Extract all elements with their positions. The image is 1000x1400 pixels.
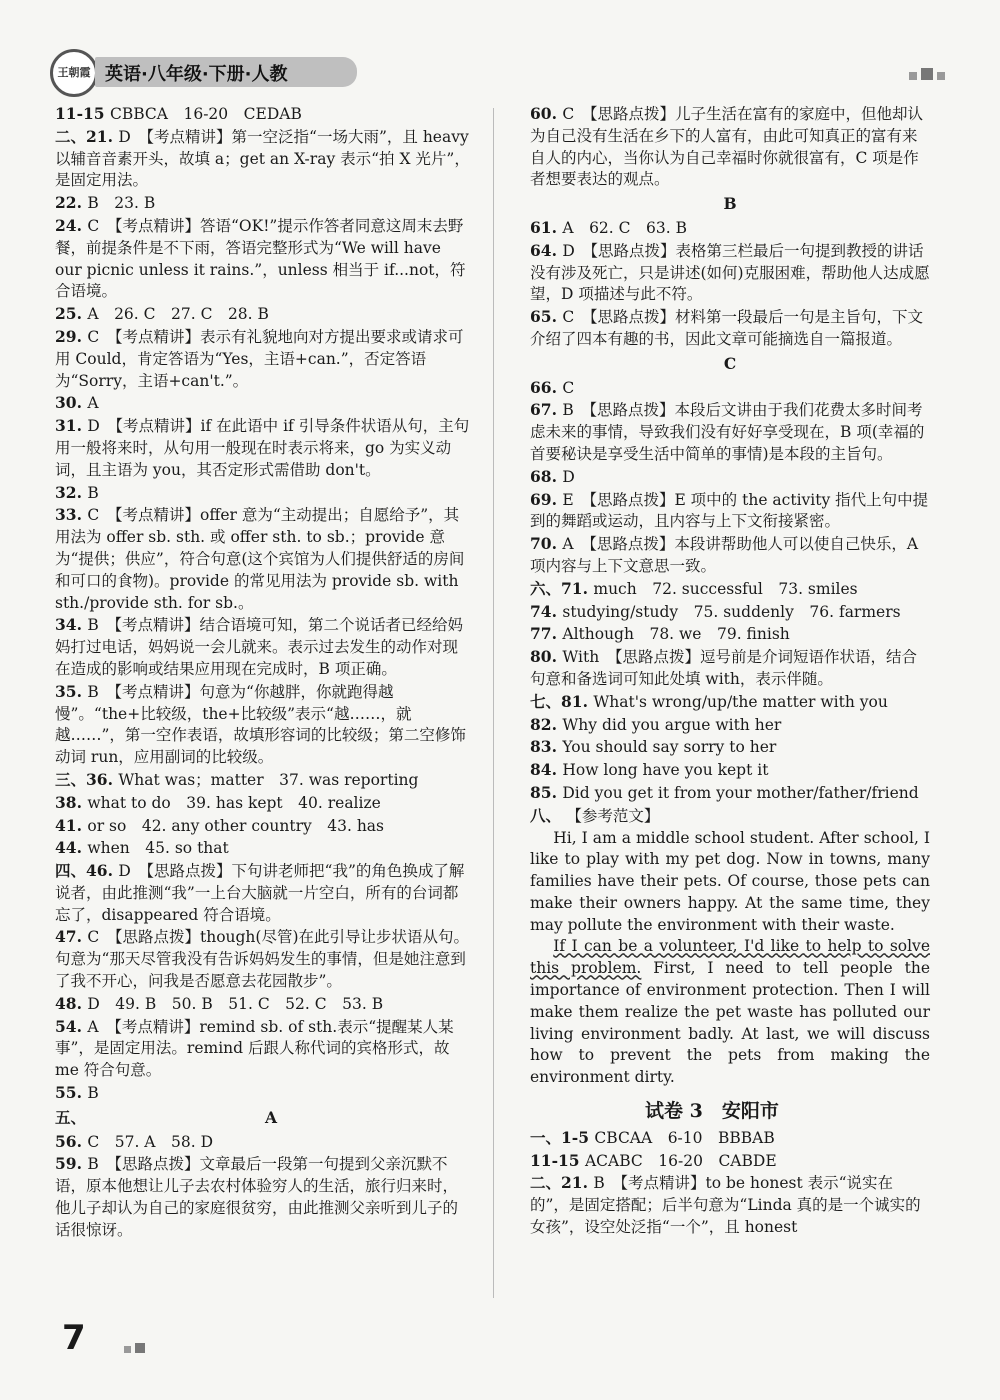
paper-3-title: 试卷 3 安阳市 (645, 1100, 779, 1123)
answer-item (55, 192, 470, 215)
answer-number: 31. (55, 416, 88, 436)
answer-number: 41. (55, 815, 88, 835)
answer-item (530, 805, 930, 828)
header-squares-decoration (905, 65, 945, 84)
section-heading: C (723, 353, 737, 373)
answer-text: 【参考范文】 (566, 806, 660, 825)
answer-item (55, 215, 470, 303)
answer-item (530, 759, 930, 782)
answer-text: How long have you kept it (562, 761, 769, 780)
answer-item (530, 466, 930, 489)
answer-text: A 62. C 63. B (562, 218, 687, 237)
answer-number: 七、81. (530, 691, 594, 711)
answer-item (530, 240, 930, 306)
answer-item (530, 691, 930, 714)
answer-number: 84. (530, 760, 563, 780)
answer-number: 24. (55, 215, 88, 235)
answer-number: 44. (55, 838, 88, 858)
answer-text: E 【思路点拨】E 项中的 the activity 指代上句中提到的舞蹈或运动，且内容与上下文衔接紧密。 (530, 490, 929, 531)
answer-text: much 72. successful 73. smiles (593, 579, 858, 598)
answer-number: 二、21. (55, 126, 119, 146)
answer-item (530, 736, 930, 759)
answer-item (530, 306, 930, 351)
answer-number: 59. (55, 1154, 88, 1174)
answer-text: D 【考点精讲】if 在此语中 if 引导条件状语从句，主句用一般将来时，从句用一般现在时表示将来，go 为实义动词，且主语为 you，其否定形式需借助 don't。 (55, 417, 470, 479)
footer-squares-decoration (120, 1338, 145, 1357)
answer-number: 38. (55, 792, 88, 812)
answer-text: Although 78. we 79. finish (562, 625, 790, 644)
answer-text: C 【考点精讲】offer 意为“主动提出；自愿给予”，其用法为 offer sb. sth. 或 offer sth. to sb.；provide 意为“提供；供应”，符合句意(这个宾馆为人们提供舒适的房间和可口的食物)。provide 的常见用法为 provide sb. with sth./provide sth. for sb.。 (55, 506, 465, 612)
answer-text: ACABC 16-20 CABDE (584, 1151, 777, 1170)
answer-item (55, 614, 470, 680)
answer-item (530, 601, 930, 624)
answer-item (55, 1082, 470, 1105)
answer-number: 六、71. (530, 578, 594, 598)
answer-text: Why did you argue with her (562, 715, 782, 734)
answer-number: 三、36. (55, 769, 119, 789)
answer-text: Did you get it from your mother/father/friend (562, 783, 919, 802)
answer-item (55, 103, 470, 126)
answer-item (55, 860, 470, 926)
answer-text: A 26. C 27. C 28. B (87, 305, 269, 324)
answer-text: B (87, 1084, 99, 1103)
section-label: A (265, 1107, 278, 1127)
answer-number: 64. (530, 240, 563, 260)
answer-number: 65. (530, 307, 563, 327)
book-title: 英语·八年级·下册·人教 (105, 64, 288, 85)
answer-text: B 【考点精讲】结合语境可知，第二个说话者已经给妈妈打过电话，妈妈说一会儿就来。表示过去发生的动作对现在造成的影响或结果应用现在完成时，B 项正确。 (55, 616, 464, 678)
answer-item (530, 782, 930, 805)
answer-text: when 45. so that (87, 839, 229, 858)
answer-item (55, 815, 470, 838)
essay-paragraph-2 (530, 936, 930, 1089)
answer-number: 61. (530, 217, 563, 237)
answer-text: studying/study 75. suddenly 76. farmers (562, 602, 901, 621)
answer-text: What's wrong/up/the matter with you (593, 692, 888, 711)
answer-text: D 【思路点拨】下句讲老师把“我”的角色换成了解说者，由此推测“我”一上台大脑就一片空白，所有的台词都忘了，disappeared 符合语境。 (55, 862, 465, 924)
answer-item (55, 415, 470, 481)
answer-number: 54. (55, 1016, 88, 1036)
answer-number: 35. (55, 681, 88, 701)
answer-text: C 【考点精讲】答语“OK!”提示作答者同意这周末去野餐，前提条件是不下雨，答语完整形式为“We will have our picnic unless it rains.”，unless 相当于 if...not，符合语境。 (55, 216, 466, 301)
answer-item (55, 681, 470, 769)
answer-item (530, 399, 930, 465)
answer-item (55, 326, 470, 392)
answer-number: 68. (530, 466, 563, 486)
answer-item (55, 993, 470, 1016)
answer-item (530, 623, 930, 646)
answer-item (530, 1150, 930, 1173)
essay-paragraph-1: Hi, I am a middle school student. After school, I like to play with my pet dog. Now in towns, many families have their pets. Of course, those pets can make their owners happy. At the same time, they may pollute the environment with their waste. (530, 828, 930, 934)
answer-text: C 【思路点拨】材料第一段最后一句是主旨句，下文介绍了四本有趣的书，因此文章可能摘选自一篇报道。 (530, 308, 923, 348)
answer-number: 22. (55, 193, 88, 213)
answer-item (55, 1016, 470, 1082)
answer-text: D 【考点精讲】第一空泛指“一场大雨”，且 heavy 以辅音音素开头，故填 a；get an X-ray 表示“拍 X 光片”，是固定用法。 (55, 127, 470, 190)
answer-number: 48. (55, 993, 88, 1013)
answer-item (530, 533, 930, 578)
answer-text: B 23. B (87, 194, 156, 213)
answer-number: 74. (530, 601, 563, 621)
answer-text: D 【思路点拨】表格第三栏最后一句提到教授的讲话没有涉及死亡，只是讲述(如何)克服困难，帮助他人达成愿望，D 项描述与此不符。 (530, 241, 930, 304)
answer-number: 一、1-5 (530, 1127, 595, 1147)
answer-item (530, 1172, 930, 1238)
answer-number: 11-15 (530, 1150, 585, 1170)
answer-item (530, 217, 930, 240)
essay-underlined-sentence: If I can be a volunteer, I'd like to help to solve this problem. (530, 937, 930, 978)
answer-text: You should say sorry to her (562, 738, 777, 757)
essay-paragraph-2-rest: First, I need to tell people the importance of environment protection. Then I will make them realize the pet waste has polluted our living environment badly. At last, we will discuss how to prevent the pets from making the environment dirty. (530, 959, 931, 1087)
answer-number: 66. (530, 377, 563, 397)
answer-number: 33. (55, 505, 88, 525)
answer-number: 四、46. (55, 861, 119, 881)
answer-item (55, 769, 470, 792)
answer-number: 82. (530, 714, 563, 734)
answer-text: C (562, 378, 575, 397)
answer-number: 55. (55, 1083, 88, 1103)
answer-text: B 【考点精讲】to be honest 表示“说实在的”，是固定搭配；后半句意为“Linda 真的是一个诚实的女孩”，设空处泛指“一个”，且 honest (530, 1174, 921, 1237)
answer-text: C 【思路点拨】though(尽管)在此引导让步状语从句。句意为“那天尽管我没有告诉妈妈发生的事情，但是她注意到了我不开心，问我是否愿意去花园散步”。 (55, 928, 470, 991)
answer-item (530, 489, 930, 534)
answer-text: B 【思路点拨】本段后文讲由于我们花费太多时间考虑未来的事情，导致我们没有好好享受现在，B 项(幸福的首要秘诀是享受生活中简单的事情)是本段的主旨句。 (530, 401, 925, 463)
answer-text: D 49. B 50. B 51. C 52. C 53. B (87, 994, 384, 1013)
answer-number: 30. (55, 393, 88, 413)
answer-item (530, 1127, 930, 1150)
answer-item (55, 392, 470, 415)
answer-text: or so 42. any other country 43. has (87, 816, 384, 835)
answer-text: B 【思路点拨】文章最后一段第一句提到父亲沉默不语，原本他想让儿子去农村体验穷人的生活，旅行归来时，他儿子却认为自己的家庭很贫穷，由此推测父亲听到儿子的话很惊讶。 (55, 1155, 459, 1239)
answer-text: C 【考点精讲】表示有礼貌地向对方提出要求或请求可用 Could，肯定答语为“Yes，主语+can.”，否定答语为“Sorry，主语+can't.”。 (55, 327, 464, 390)
answer-text: what to do 39. has kept 40. realize (87, 793, 381, 812)
answer-text: D (562, 467, 575, 486)
answer-number: 80. (530, 647, 563, 667)
answer-item (55, 482, 470, 505)
answer-text: What was；matter 37. was reporting (118, 770, 419, 789)
answer-item (530, 103, 930, 191)
page-number: 7 (62, 1318, 86, 1358)
answer-item (530, 578, 930, 601)
left-column (55, 103, 470, 1242)
page-header (45, 45, 965, 105)
answer-number: 11-15 (55, 104, 110, 123)
answer-text: A 【思路点拨】本段讲帮助他人可以使自己快乐，A 项内容与上下文意思一致。 (530, 535, 919, 575)
answer-item (55, 926, 470, 992)
answer-number: 56. (55, 1131, 88, 1151)
answer-number: 29. (55, 326, 88, 346)
answer-text: B 【考点精讲】句意为“你越胖，你就跑得越慢”。“the+比较级，the+比较级”表示“越……，就越……”，第一空作表语，故填形容词的比较级；第二空修饰动词 run，应用副词的比较级。 (55, 682, 466, 767)
answer-item (55, 837, 470, 860)
answer-item (55, 303, 470, 326)
answer-text: C 57. A 58. D (87, 1132, 214, 1151)
model-essay (530, 828, 930, 1090)
answer-number: 69. (530, 489, 563, 509)
answer-item (55, 1131, 470, 1154)
answer-item (530, 377, 930, 400)
answer-text: B (87, 483, 99, 502)
answer-item (55, 1153, 470, 1241)
answer-text: CBCAA 6-10 BBBAB (594, 1128, 775, 1147)
answer-item (55, 126, 470, 192)
answer-text: C 【思路点拨】儿子生活在富有的家庭中，但他却认为自己没有生活在乡下的人富有，由此可知真正的富有来自人的内心，当你认为自己幸福时你就很富有，C 项是作者想要表达的观点。 (530, 105, 923, 189)
answer-number: 八、 (530, 805, 567, 825)
answer-text: A 【考点精讲】remind sb. of sth.表示“提醒某人某事”，是固定用法。remind 后跟人称代词的宾格形式，故 me 符合句意。 (55, 1017, 454, 1080)
answer-number: 77. (530, 624, 563, 644)
answer-number: 83. (530, 737, 563, 757)
section-heading: 五、 A (55, 1107, 278, 1127)
answer-number: 85. (530, 782, 563, 802)
answer-item (55, 792, 470, 815)
column-divider (493, 108, 494, 1298)
answer-number: 70. (530, 534, 563, 554)
section-heading: B (723, 194, 737, 214)
answer-text: A (87, 394, 99, 413)
answer-text: CBBCA 16-20 CEDAB (109, 105, 302, 123)
answer-number: 67. (530, 400, 563, 420)
answer-number: 二、21. (530, 1173, 594, 1193)
answer-item (530, 714, 930, 737)
answer-item (55, 504, 470, 614)
answer-number: 34. (55, 615, 88, 635)
answer-item (530, 646, 930, 691)
publisher-logo (50, 49, 98, 97)
answer-number: 47. (55, 927, 88, 947)
answer-number: 60. (530, 104, 563, 123)
logo-text: 王朝霞 (57, 66, 91, 79)
answer-number: 32. (55, 482, 88, 502)
answer-number: 25. (55, 304, 88, 324)
right-column (530, 103, 930, 1239)
answer-text: With 【思路点拨】逗号前是介词短语作状语，结合句意和备选词可知此处填 with，表示伴随。 (530, 648, 917, 688)
